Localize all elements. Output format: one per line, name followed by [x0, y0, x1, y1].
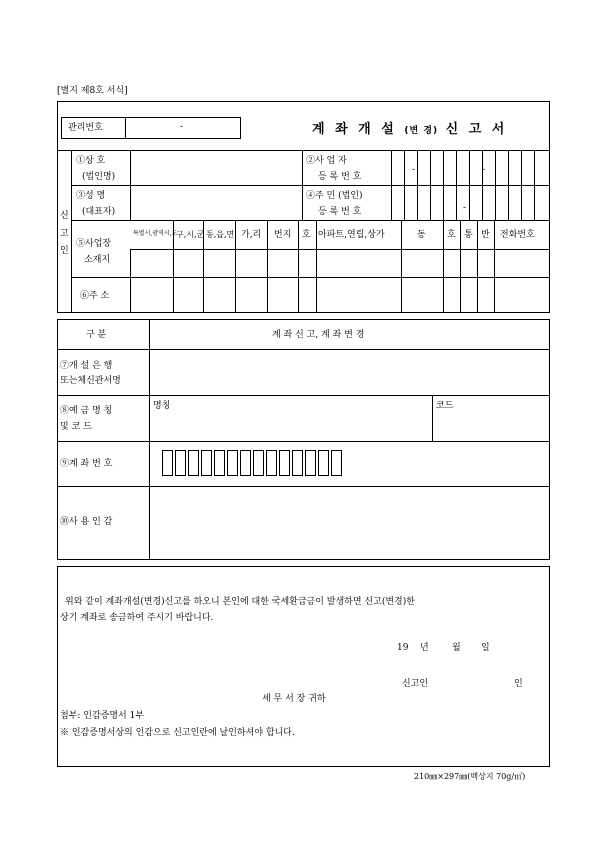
addr-header-province: 특별시,광역시,도: [133, 230, 178, 237]
row-line-5: [71, 277, 550, 278]
mgmt-divider: [125, 117, 126, 139]
addr-header-city: 구,시,군: [176, 230, 205, 239]
name-label: ③성 명: [76, 191, 106, 201]
addr-header-tong: 통: [464, 230, 473, 240]
addr-header-unit: 호: [447, 230, 456, 240]
paper-spec: 210㎜×297㎜(백상지 70g/㎡): [414, 772, 526, 781]
address-label: ⑥주 소: [80, 291, 110, 301]
reg-col: [508, 150, 509, 220]
s2-row: [57, 395, 550, 396]
resident-label: ④주 민 (법인): [306, 191, 363, 201]
addr-col: [235, 220, 236, 313]
addr-col: [401, 220, 402, 313]
account-number-label: ⑨계 좌 번 호: [60, 459, 113, 469]
mgmt-number-label: 관리번호: [68, 123, 103, 133]
account-digit-box[interactable]: [201, 450, 212, 476]
biz-reg-label: ②사 업 자: [306, 156, 347, 166]
bank-label-sub: 또는체신관서명: [60, 376, 121, 386]
account-digit-box[interactable]: [292, 450, 303, 476]
date-day-label: 일: [481, 643, 490, 653]
dash-mark: -: [482, 165, 486, 175]
reg-col: [534, 150, 535, 220]
deposit-name-label: 명칭: [153, 401, 171, 411]
addr-col: [460, 220, 461, 313]
s2-row: [57, 486, 550, 487]
seal-mark: 인: [514, 679, 523, 689]
title-main-a: 계 좌 개 설: [312, 122, 397, 137]
dash-mark: -: [412, 165, 416, 175]
recipient: 세 무 서 장 귀하: [262, 694, 326, 704]
company-label: ①상 호: [76, 156, 106, 166]
account-digit-box[interactable]: [227, 450, 238, 476]
statement-line-1: 위와 같이 계좌개설(변경)신고를 하오니 본인에 대한 국세환급금이 발생하면 신고(변경)한: [65, 597, 415, 607]
row-line-3: [71, 220, 550, 221]
seal-label: ⑩사 용 인 감: [60, 517, 113, 527]
company-label-sub: (법인명): [82, 172, 116, 182]
addr-col: [477, 220, 478, 313]
dash-mark: -: [463, 203, 467, 213]
category-label: 구 분: [86, 330, 107, 340]
s2-label-col: [149, 319, 150, 560]
title-paren: (변 경): [404, 126, 439, 136]
category-value: 계 좌 신 고, 계 좌 변 경: [272, 330, 365, 340]
reporter-label: 신고인: [402, 679, 429, 689]
reg-col: [495, 150, 496, 220]
reg-col: [404, 150, 405, 220]
addr-header-town: 동,읍,면: [206, 230, 235, 239]
date-year-label: 년: [420, 643, 429, 653]
name-label-sub: (대표자): [82, 207, 116, 217]
account-digit-box[interactable]: [266, 450, 277, 476]
side-label-3: 인: [60, 246, 69, 256]
account-digit-box[interactable]: [214, 450, 225, 476]
account-digit-box[interactable]: [162, 450, 173, 476]
form-title: [312, 123, 507, 136]
addr-col: [267, 220, 268, 313]
reg-col: [482, 150, 486, 220]
reg-col: [456, 150, 457, 220]
reg-col: [417, 150, 418, 220]
account-digit-box[interactable]: [175, 450, 186, 476]
reg-col: [469, 150, 470, 220]
seal-instruction: ※ 인감증명서상의 인감으로 신고인란에 날인하셔야 합니다.: [60, 728, 295, 738]
resident-label-sub: 등 록 번 호: [318, 207, 362, 217]
addr-col: [316, 220, 317, 313]
account-digit-box[interactable]: [253, 450, 264, 476]
s2-code-col: [432, 395, 433, 441]
addr-header-ban: 반: [481, 230, 490, 240]
reg-col: [430, 150, 431, 220]
account-digit-box[interactable]: [305, 450, 316, 476]
addr-header-bldg: 동: [417, 230, 426, 240]
mgmt-number-value[interactable]: -: [180, 122, 184, 132]
location-label: ⑤사업장: [76, 239, 112, 249]
account-digit-box[interactable]: [279, 450, 290, 476]
row-line-2: [71, 185, 550, 186]
addr-header-lot: 번지: [274, 230, 292, 240]
account-section-frame: [57, 319, 550, 560]
deposit-label: ⑧예 금 명 칭: [60, 406, 113, 416]
row-line-4: [130, 249, 550, 250]
statement-line-2: 상기 계좌로 송금하여 주시기 바랍니다.: [60, 613, 214, 623]
addr-col: [298, 220, 299, 313]
title-main-b: 신 고 서: [445, 122, 508, 137]
reg-col: [391, 150, 392, 220]
side-label-2: 고: [60, 229, 69, 239]
account-digit-box[interactable]: [240, 450, 251, 476]
addr-header-village: 가,리: [241, 230, 262, 240]
addr-header-apt: 아파트,연립,상가: [318, 230, 385, 240]
account-digit-box[interactable]: [188, 450, 199, 476]
addr-col: [443, 220, 444, 313]
addr-header-phone: 전화번호: [500, 230, 535, 240]
s2-row: [57, 441, 550, 442]
side-label-1: 신: [60, 211, 69, 221]
form-number: [별지 제8호 서식]: [57, 86, 128, 96]
reg-col: [443, 150, 444, 220]
date-year-value: 19: [397, 643, 409, 653]
attachment-note: 첨부: 인감증명서 1부: [60, 711, 145, 721]
date-month-label: 월: [452, 643, 461, 653]
deposit-label-sub: 및 코 드: [60, 422, 92, 432]
account-digit-box[interactable]: [331, 450, 342, 476]
reg-col: [521, 150, 522, 220]
mid-col-line: [302, 150, 303, 220]
addr-header-no: 호: [302, 230, 311, 240]
s2-row: [57, 349, 550, 350]
biz-reg-label-sub: 등 록 번 호: [318, 172, 362, 182]
bank-label: ⑦개 설 은 행: [60, 361, 113, 371]
addr-col: [494, 220, 495, 313]
location-label-sub: 소재지: [84, 255, 111, 265]
account-digit-box[interactable]: [318, 450, 329, 476]
label-col-line-lower: [130, 249, 131, 313]
deposit-code-label: 코드: [436, 401, 454, 411]
side-col-line: [71, 150, 72, 313]
